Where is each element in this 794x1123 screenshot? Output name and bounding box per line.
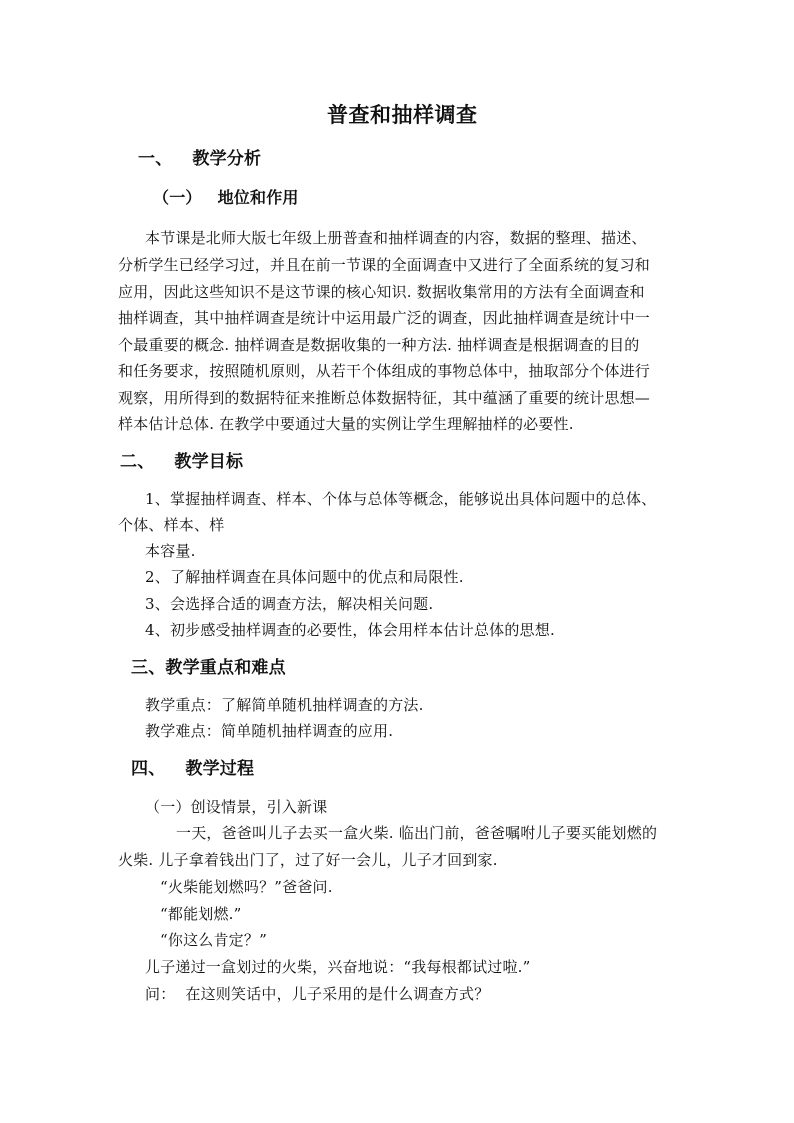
paragraph-line: 抽样调查，其中抽样调查是统计中运用最广泛的调查，因此抽样调查是统计中一 (118, 309, 651, 327)
question-label: 问： (145, 985, 176, 1003)
subsection-label: 地位和作用 (217, 188, 299, 207)
key-point-line: 教学重点：了解简单随机抽样调查的方法. (145, 696, 424, 714)
question-text: 在这则笑话中，儿子采用的是什么调查方式？ (185, 985, 490, 1003)
story-line: 火柴. 儿子拿着钱出门了，过了好一会儿，儿子才回到家. (118, 851, 498, 869)
story-line: “你这么肯定？” (160, 931, 267, 949)
paragraph-line: 观察，用所得到的数据特征来推断总体数据特征，其中蕴涵了重要的统计思想— (118, 389, 651, 407)
section-heading-analysis (138, 149, 261, 169)
subsection-heading-role (153, 188, 299, 208)
subsection-heading-intro: （一）创设情景，引入新课 (145, 798, 328, 816)
section-number: 一、 (138, 149, 173, 169)
question-line (145, 984, 489, 1004)
paragraph-line: 应用，因此这些知识不是这节课的核心知识. 数据收集常用的方法有全面调查和 (118, 283, 645, 301)
story-line: “都能划燃.” (160, 905, 242, 923)
story-line: 儿子递过一盒划过的火柴，兴奋地说：“我每根都试过啦.” (145, 958, 531, 976)
section-label: 教学目标 (174, 452, 244, 472)
goal-line: 4、初步感受抽样调查的必要性，体会用样本估计总体的思想. (145, 621, 555, 639)
section-number: 二、 (120, 452, 155, 472)
section-label: 教学过程 (185, 759, 255, 779)
goal-line: 个体、样本、样 (118, 516, 225, 534)
key-point-line: 教学难点：简单随机抽样调查的应用. (145, 722, 394, 740)
goal-line: 本容量. (145, 542, 196, 560)
story-line: 一天，爸爸叫儿子去买一盒火柴. 临出门前，爸爸嘱咐儿子要买能划燃的 (176, 824, 658, 842)
paragraph-line: 个最重要的概念. 抽样调查是数据收集的一种方法. 抽样调查是根据调查的目的 (118, 336, 640, 354)
goal-line: 3、会选择合适的调查方法，解决相关问题. (145, 595, 434, 613)
section-heading-key-points: 三、教学重点和难点 (131, 658, 286, 678)
section-heading-goals (120, 452, 243, 472)
goal-line: 1、掌握抽样调查、样本、个体与总体等概念，能够说出具体问题中的总体、 (145, 490, 657, 508)
paragraph-line: 和任务要求，按照随机原则，从若干个体组成的事物总体中，抽取部分个体进行 (118, 362, 651, 380)
section-heading-process (131, 759, 254, 779)
paragraph-line: 样本估计总体. 在教学中要通过大量的实例让学生理解抽样的必要性. (118, 415, 574, 433)
story-line: “火柴能划燃吗？”爸爸问. (160, 878, 333, 896)
section-number: 四、 (131, 759, 166, 779)
section-label: 教学分析 (192, 149, 262, 169)
subsection-number: （一） (153, 188, 202, 207)
page-title: 普查和抽样调查 (327, 102, 478, 127)
goal-line: 2、了解抽样调查在具体问题中的优点和局限性. (145, 568, 464, 586)
paragraph-line: 分析学生已经学习过，并且在前一节课的全面调查中又进行了全面系统的复习和 (118, 256, 651, 274)
paragraph-line: 本节课是北师大版七年级上册普查和抽样调查的内容，数据的整理、描述、 (145, 229, 647, 247)
